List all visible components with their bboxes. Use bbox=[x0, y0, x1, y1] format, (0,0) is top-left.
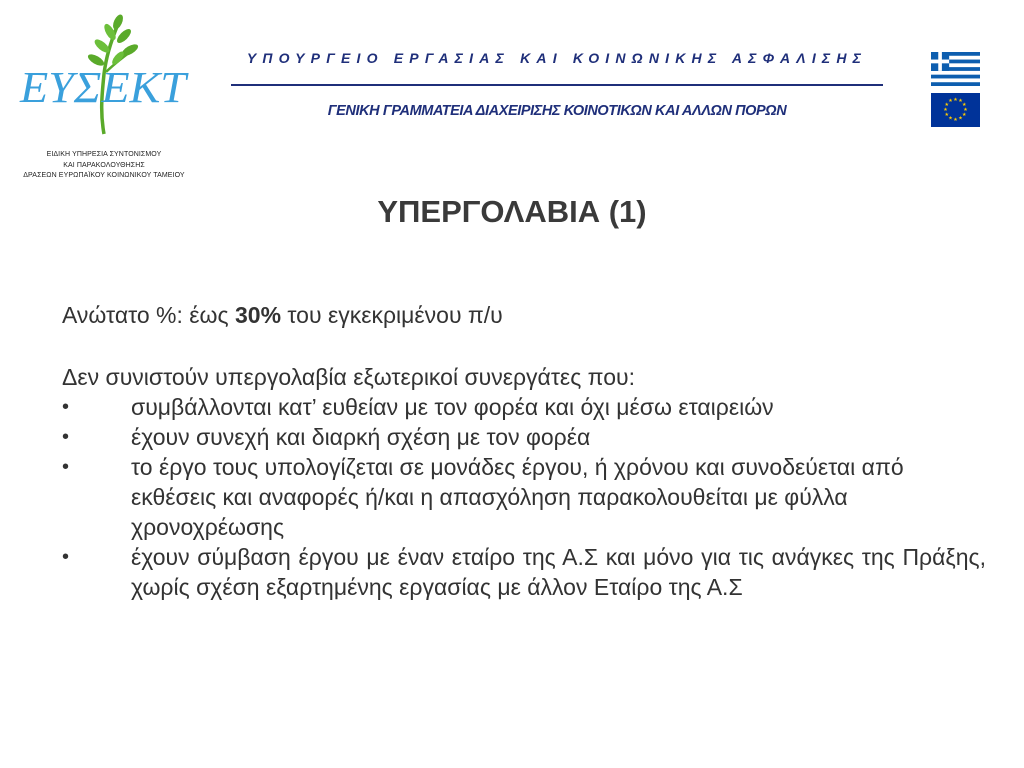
header-divider bbox=[231, 84, 883, 86]
slide-body bbox=[62, 300, 986, 602]
svg-text:★: ★ bbox=[948, 98, 953, 105]
svg-text:★: ★ bbox=[948, 115, 953, 122]
intro-line: Δεν συνιστούν υπεργολαβία εξωτερικοί συνεργάτες που: bbox=[62, 364, 635, 390]
bullet-text: έχουν σύμβαση έργου με έναν εταίρο της Α.Σ και μόνο για τις ανάγκες της Πράξης, χωρίς σχέση εξαρτημένης εργασίας με άλλον Εταίρο της Α.Σ bbox=[131, 544, 986, 600]
esekt-logo bbox=[18, 12, 190, 182]
bullet-icon: • bbox=[62, 456, 70, 478]
bullet-icon: • bbox=[62, 396, 70, 418]
logo-caption-line: ΚΑΙ ΠΑΡΑΚΟΛΟΥΘΗΣΗΣ bbox=[63, 161, 145, 169]
svg-text:★: ★ bbox=[958, 98, 963, 105]
svg-text:★: ★ bbox=[963, 106, 968, 113]
svg-text:★: ★ bbox=[961, 111, 967, 118]
svg-text:★: ★ bbox=[944, 111, 950, 118]
max-value: 30% bbox=[234, 302, 282, 328]
svg-text:★: ★ bbox=[961, 101, 967, 108]
slide-title: ΥΠΕΡΓΟΛΑΒΙΑ (1) bbox=[377, 194, 647, 229]
svg-text:★: ★ bbox=[958, 115, 963, 122]
list-item bbox=[62, 542, 986, 602]
bullet-icon: • bbox=[62, 426, 70, 448]
bullet-icon: • bbox=[62, 546, 70, 568]
list-item bbox=[62, 422, 986, 452]
bullet-list bbox=[62, 392, 986, 602]
svg-text:★: ★ bbox=[953, 116, 958, 123]
bullet-text: συμβάλλονται κατ’ ευθείαν με τον φορέα και όχι μέσω εταιρειών bbox=[131, 394, 774, 420]
secretariat-name: ΓΕΝΙΚΗ ΓΡΑΜΜΑΤΕΙΑ ΔΙΑΧΕΙΡΙΣΗΣ ΚΟΙΝΟΤΙΚΩΝ ΚΑΙ ΑΛΛΩΝ ΠΟΡΩΝ bbox=[327, 103, 787, 119]
svg-text:★: ★ bbox=[943, 106, 948, 113]
logo-caption bbox=[18, 150, 190, 182]
logo-text: ΕΥΣΕΚΤ bbox=[18, 63, 190, 112]
list-item bbox=[62, 392, 986, 422]
max-suffix: του εγκεκριμένου π/υ bbox=[281, 302, 503, 328]
bullet-text: έχουν συνεχή και διαρκή σχέση με τον φορέα bbox=[131, 424, 591, 450]
bullet-text: το έργο τους υπολογίζεται σε μονάδες έργου, ή χρόνου και συνοδεύεται από εκθέσεις και αναφορές ή/και η απασχόληση παρακολουθείται με φύλλα χρονοχρέωσης bbox=[131, 454, 904, 540]
list-item bbox=[62, 452, 986, 542]
greece-flag-icon bbox=[931, 52, 980, 86]
eu-flag-icon bbox=[931, 93, 980, 127]
logo-caption-line: ΔΡΑΣΕΩΝ ΕΥΡΩΠΑΪΚΟΥ ΚΟΙΝΩΝΙΚΟΥ ΤΑΜΕΙΟΥ bbox=[23, 172, 185, 179]
svg-text:★: ★ bbox=[953, 96, 958, 103]
max-prefix: Ανώτατο %: έως bbox=[62, 302, 235, 328]
logo-caption-line: ΕΙΔΙΚΗ ΥΠΗΡΕΣΙΑ ΣΥΝΤΟΝΙΣΜΟΥ bbox=[46, 151, 162, 158]
max-percentage-line bbox=[62, 300, 986, 330]
ministry-name: ΥΠΟΥΡΓΕΙΟ ΕΡΓΑΣΙΑΣ ΚΑΙ ΚΟΙΝΩΝΙΚΗΣ ΑΣΦΑΛΙΣΗΣ bbox=[246, 50, 868, 66]
esekt-logo-mark bbox=[18, 12, 190, 147]
svg-text:★: ★ bbox=[944, 101, 950, 108]
